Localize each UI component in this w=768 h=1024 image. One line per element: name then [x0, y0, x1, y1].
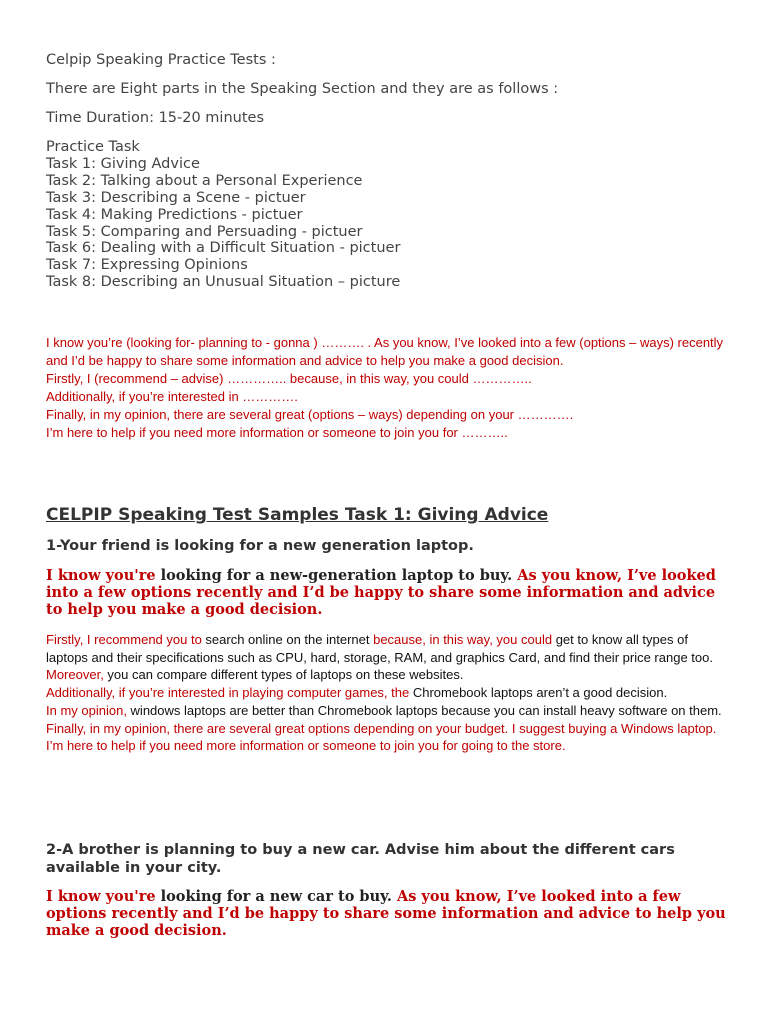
firstly-text-2: get to know all types of laptops and their specifications such as CPU, hard, storage, RAM, and graphics Card, and find their price range too.: [46, 632, 713, 665]
doc-title: Celpip Speaking Practice Tests :: [46, 52, 276, 68]
task-item: Task 5: Comparing and Persuading - pictuer: [46, 223, 363, 240]
task-item: Task 2: Talking about a Personal Experience: [46, 172, 363, 189]
answer-template: [46, 334, 726, 442]
opinion-red-text: In my opinion,: [46, 702, 131, 718]
samples-heading: CELPIP Speaking Test Samples Task 1: Giving Advice: [46, 505, 549, 525]
help-paragraph: I’m here to help if you need more information or someone to join you for going to the store.: [46, 738, 566, 754]
firstly-red-text-2: because, in this way, you could: [373, 632, 556, 647]
additionally-red-text: Additionally, if you’re interested in playing computer games, the: [46, 685, 413, 701]
firstly-red-text: Firstly, I recommend you to: [46, 632, 206, 647]
finally-paragraph: Finally, in my opinion, there are several great options depending on your budget. I suggest buying a Windows laptop.: [46, 720, 717, 736]
task-item: Task 7: Expressing Opinions: [46, 257, 248, 274]
moreover-text: you can compare different types of laptops on these websites.: [107, 667, 464, 683]
firstly-paragraph: [46, 631, 726, 666]
question-2: 2-A brother is planning to buy a new car. Advise him about the different cars available in your city.: [46, 842, 675, 876]
firstly-text: search online on the internet: [205, 632, 374, 647]
question-1: 1-Your friend is looking for a new generation laptop.: [46, 538, 474, 554]
parts-line: There are Eight parts in the Speaking Section and they are as follows :: [46, 81, 559, 97]
answer-2-part-2: looking for a new car to buy.: [160, 888, 397, 905]
answer-2-intro: [46, 888, 726, 939]
task-item: Task 3: Describing a Scene - pictuer: [46, 189, 306, 206]
answer-1-intro: [46, 567, 726, 618]
template-line: Firstly, I (recommend – advise) ………….. because, in this way, you could …………..: [46, 371, 532, 386]
duration-line: Time Duration: 15-20 minutes: [46, 110, 265, 126]
moreover-red-text: Moreover,: [46, 667, 108, 683]
template-line: I know you’re (looking for- planning to - gonna ) ………. . As you know, I’ve looked into a few (options – ways) recently and I’d be happy to share some information and advice to help you make a good decision.: [46, 335, 724, 368]
answer-1-part-2: looking for a new-generation laptop to buy.: [160, 567, 518, 584]
template-line: Finally, in my opinion, there are several great (options – ways) depending on your ………….: [46, 407, 574, 422]
answer-2-part-3: As you know, I’ve looked into a few options recently and I’d be happy to share some information and advice to help you make a good decision.: [46, 888, 726, 939]
template-line: Additionally, if you’re interested in ………….: [46, 389, 298, 404]
task-item: Task 4: Making Predictions - pictuer: [46, 206, 303, 223]
opinion-paragraph: [46, 702, 726, 720]
task-item: Task 8: Describing an Unusual Situation – picture: [46, 274, 401, 291]
answer-1-body: [46, 631, 726, 755]
template-line: I’m here to help if you need more information or someone to join you for ………..: [46, 425, 508, 440]
additionally-text: Chromebook laptops aren’t a good decision.: [412, 685, 668, 701]
task-item: Task 1: Giving Advice: [46, 155, 200, 172]
answer-1-part-3: As you know, I’ve looked into a few options recently and I’d be happy to share some information and advice to help you make a good decision.: [46, 567, 716, 618]
opinion-text: windows laptops are better than Chromebook laptops because you can install heavy software on them.: [130, 702, 722, 718]
moreover-paragraph: [46, 666, 726, 684]
additionally-paragraph: [46, 684, 726, 702]
practice-task-list: [46, 139, 400, 291]
task-item: Task 6: Dealing with a Difficult Situation - pictuer: [46, 240, 401, 257]
answer-1-part-1: I know you're: [46, 567, 161, 584]
answer-2-part-1: I know you're: [46, 888, 161, 905]
practice-heading: Practice Task: [46, 139, 140, 155]
